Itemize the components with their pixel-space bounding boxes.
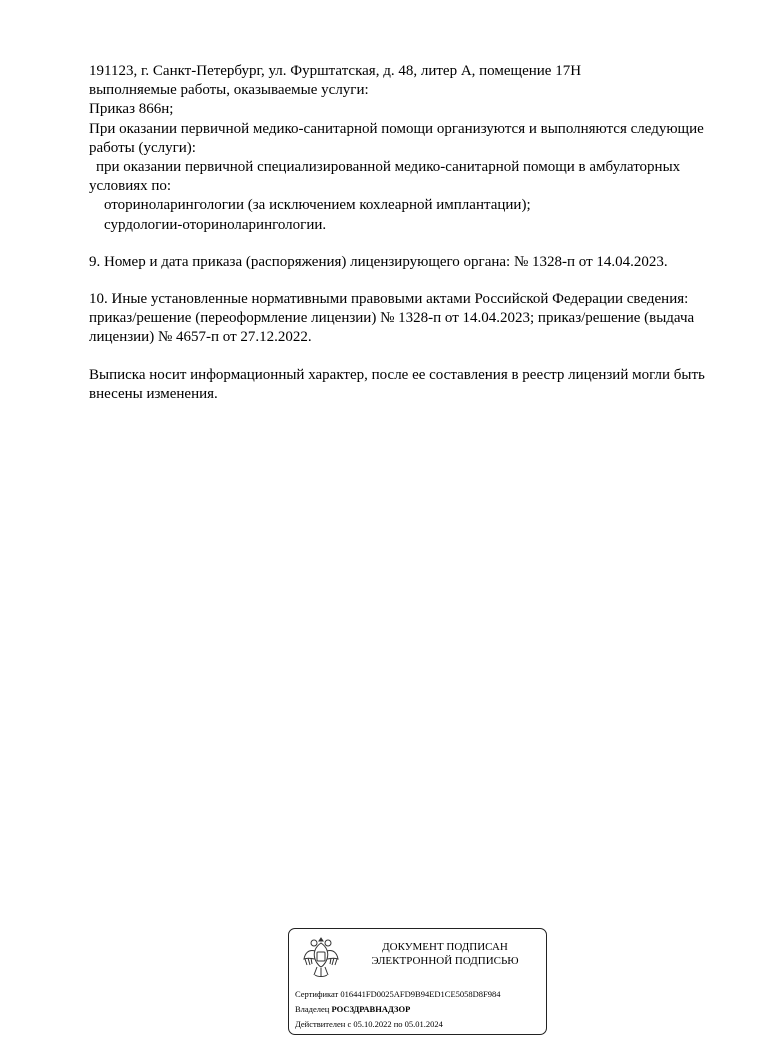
certificate-row	[295, 987, 501, 1002]
address-line: 191123, г. Санкт-Петербург, ул. Фурштатская, д. 48, литер А, помещение 17Н	[89, 63, 582, 79]
service-item-surdology: сурдологии-оториноларингологии.	[104, 216, 327, 233]
works-header: выполняемые работы, оказываемые услуги:	[89, 82, 369, 99]
certificate-value: 016441FD0025AFD9B94ED1CE5058D8F984	[340, 989, 501, 999]
service-item-otorhinolaryngology: оториноларингологии (за исключением кохлеарной имплантации);	[104, 197, 531, 214]
stamp-title	[347, 940, 543, 968]
stamp-title-line-2: ЭЛЕКТРОННОЙ ПОДПИСЬЮ	[371, 955, 519, 967]
owner-value: РОСЗДРАВНАДЗОР	[331, 1004, 411, 1014]
specialized-care-line-2: условиях по:	[89, 178, 172, 195]
owner-label: Владелец	[295, 1004, 330, 1014]
document-body	[89, 62, 749, 404]
stamp-title-line-1: ДОКУМЕНТ ПОДПИСАН	[382, 941, 508, 953]
order-reference: Приказ 866н;	[89, 101, 174, 118]
certificate-label: Сертификат	[295, 989, 339, 999]
section-9-order-number: 9. Номер и дата приказа (распоряжения) лицензирующего органа: № 1328-п от 14.04.2023.	[89, 253, 668, 270]
primary-care-line-1: При оказании первичной медико-санитарной помощи организуются и выполняются следующие	[89, 120, 704, 137]
specialized-care-line-1: при оказании первичной специализированной медико-санитарной помощи в амбулаторных	[96, 159, 681, 176]
validity-row: Действителен с 05.10.2022 по 05.01.2024	[295, 1019, 443, 1029]
owner-row	[295, 1002, 501, 1017]
section-10-line-2: приказ/решение (переоформление лицензии) № 1328-п от 14.04.2023; приказ/решение (выдача	[89, 310, 695, 327]
primary-care-line-2: работы (услуги):	[89, 139, 196, 156]
informational-note-line-2: внесены изменения.	[89, 385, 218, 402]
section-10-line-1: 10. Иные установленные нормативными правовыми актами Российской Федерации сведения:	[89, 291, 689, 308]
electronic-signature-stamp	[288, 928, 547, 1035]
russian-coat-of-arms-icon	[301, 935, 341, 981]
informational-note-line-1: Выписка носит информационный характер, после ее составления в реестр лицензий могли быть	[89, 366, 705, 383]
stamp-meta	[295, 987, 501, 1032]
section-10-line-3: лицензии) № 4657-п от 27.12.2022.	[89, 329, 312, 346]
